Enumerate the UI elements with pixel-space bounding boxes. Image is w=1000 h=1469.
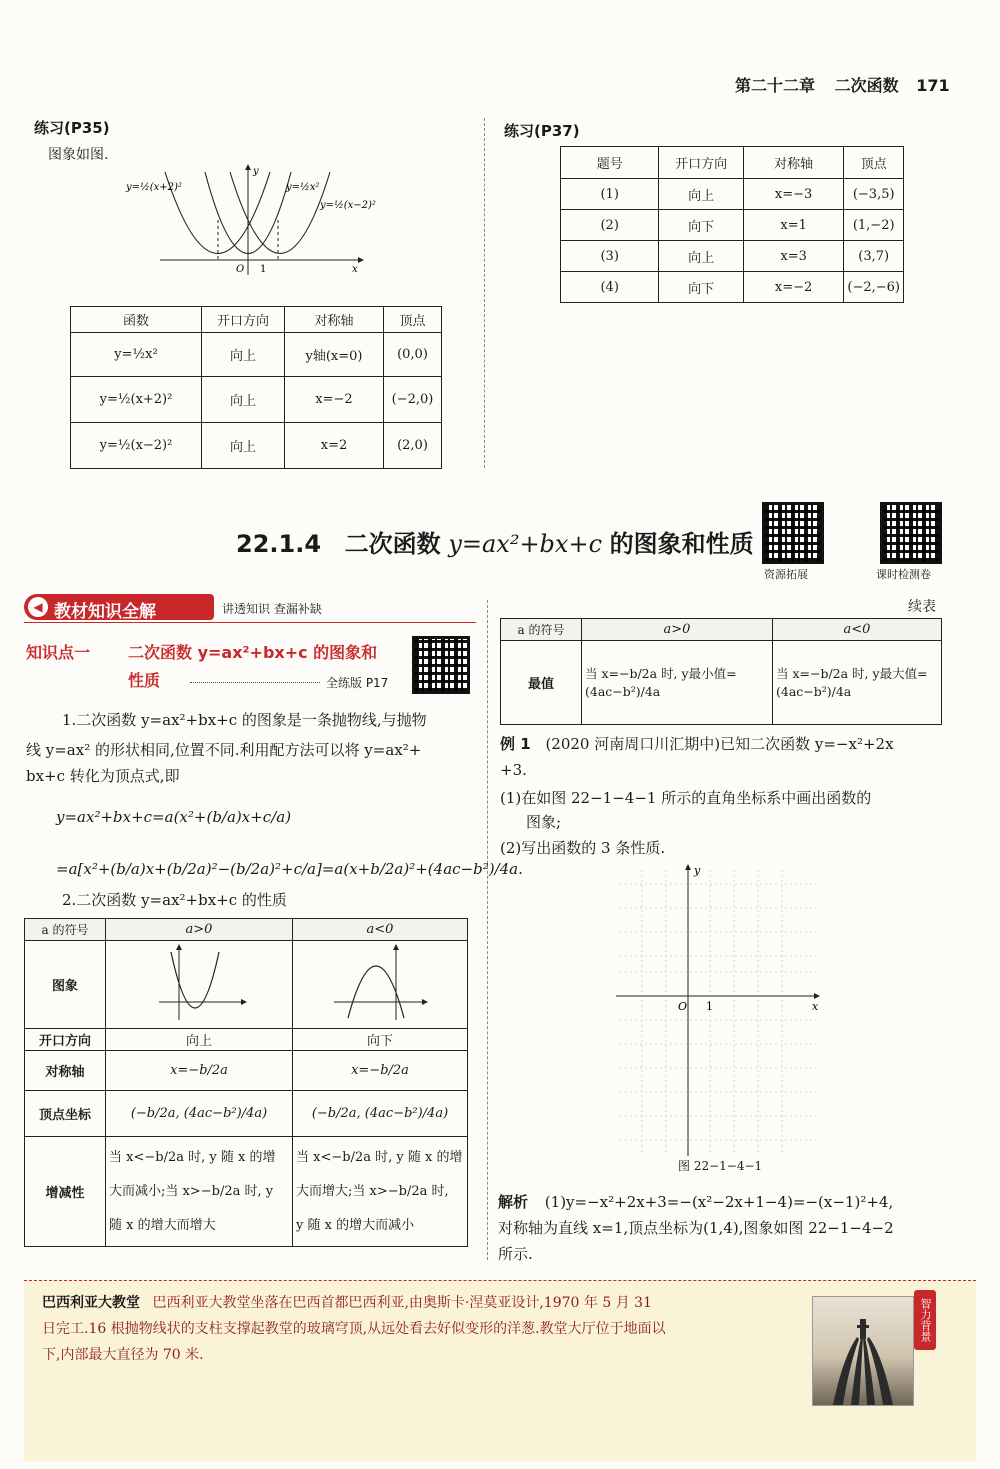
mono2-line-c: y 随 x 的增大而减小	[296, 1217, 415, 1233]
p37-th-1: 开口方向	[659, 147, 743, 179]
solution-text-1: (1)y=−x²+2x+3=−(x²−2x+1−4)=−(x−1)²+4,	[544, 1193, 894, 1211]
props-axis-2: x=−b/2a	[293, 1051, 468, 1091]
props-row-open: 开口方向	[25, 1029, 106, 1051]
p35-th-3: 顶点	[384, 307, 442, 333]
solution-line2: 对称轴为直线 x=1,顶点坐标为(1,4),图象如图 22−1−4−2	[498, 1219, 894, 1237]
qr-code-knowledge[interactable]	[412, 636, 470, 694]
upward-parabola	[149, 944, 249, 1022]
p35-note: 图象如图.	[48, 147, 109, 163]
cathedral-image	[812, 1296, 914, 1406]
qr-code-test[interactable]	[880, 502, 942, 564]
continued-table	[500, 618, 942, 725]
p37-cell: 向上	[659, 241, 743, 272]
p37-cell: (1,−2)	[844, 210, 904, 241]
section-title-suffix: 的图象和性质	[609, 530, 754, 558]
knowledge-point-title-2: 性质	[128, 671, 161, 690]
p37-th-3: 顶点	[844, 147, 904, 179]
props-open-2: 向下	[293, 1029, 468, 1051]
properties-table	[24, 918, 468, 1247]
grid-y-label: y	[694, 864, 701, 877]
example-line1	[500, 730, 894, 759]
p37-cell: 向下	[659, 210, 743, 241]
cont-max: 当 x=−b/2a 时, y最大值=(4ac−b²)/4a	[773, 641, 942, 725]
graph-origin: O	[236, 264, 245, 275]
example-line2: +3.	[500, 761, 527, 779]
example-q2: (2)写出函数的 3 条性质.	[500, 839, 666, 857]
p37-cell: (3)	[561, 241, 659, 272]
downward-parabola	[330, 944, 430, 1022]
example-label: 例 1	[500, 735, 531, 753]
footer-tag-text: 智力背景	[919, 1298, 932, 1342]
knowledge-para-2: 2.二次函数 y=ax²+bx+c 的性质	[62, 891, 287, 909]
practice-ref: 全练版 P17	[326, 676, 389, 690]
knowledge-para-line2: 线 y=ax² 的形状相同,位置不同.利用配方法可以将 y=ax²+	[26, 741, 422, 759]
p35-th-1: 开口方向	[202, 307, 285, 333]
props-row-vertex: 顶点坐标	[25, 1091, 106, 1137]
p37-cell: (1)	[561, 179, 659, 210]
grid-one: 1	[706, 1000, 713, 1013]
section-title-prefix: 二次函数	[344, 530, 441, 558]
footer-line3: 下,内部最大直径为 70 米.	[42, 1347, 204, 1363]
graph-ylabel: y	[253, 166, 259, 177]
p35-cell: y轴(x=0)	[285, 333, 384, 377]
qr-resource-label: 资源拓展	[764, 568, 808, 581]
p37-heading: 练习(P37)	[504, 122, 580, 140]
example-coordinate-grid	[612, 862, 828, 1158]
p37-cell: (3,7)	[844, 241, 904, 272]
knowledge-point-title: 二次函数 y=ax²+bx+c 的图象和	[128, 643, 378, 662]
props-graph-down	[293, 941, 468, 1029]
graph-xlabel: x	[352, 264, 358, 275]
example-text-1: (2020 河南周口川汇期中)已知二次函数 y=−x²+2x	[545, 735, 894, 753]
mono1-line-b: 大而减小;当 x>−b/2a 时, y	[109, 1183, 274, 1199]
solution-line3: 所示.	[498, 1245, 533, 1263]
cont-col1: a>0	[582, 619, 773, 641]
page-header	[735, 73, 950, 96]
dotted-leader	[190, 682, 320, 683]
graph-one: 1	[260, 264, 267, 275]
column-divider-top	[484, 118, 485, 468]
p37-cell: 向下	[659, 272, 743, 303]
p37-cell: 向上	[659, 179, 743, 210]
props-row-axis: 对称轴	[25, 1051, 106, 1091]
banner-tagline: 讲透知识 查漏补缺	[222, 602, 322, 616]
p37-cell: x=−3	[743, 179, 844, 210]
p37-th-2: 对称轴	[743, 147, 844, 179]
grid-x-label: x	[812, 1000, 819, 1013]
footer-line2: 日完工.16 根抛物线状的支柱支撑起教堂的玻璃穹顶,从远处看去好似变形的洋葱.教堂大厅位于地面以	[42, 1321, 666, 1337]
equation-1: y=ax²+bx+c=a(x²+(b/a)x+c/a)	[56, 808, 292, 826]
qr-code-resource[interactable]	[762, 502, 824, 564]
props-vertex-1: (−b/2a, (4ac−b²)/4a)	[106, 1091, 293, 1137]
graph-label-mid: y=½x²	[286, 182, 320, 193]
p37-cell: x=−2	[743, 272, 844, 303]
p37-cell: x=3	[743, 241, 844, 272]
footer-text-1: 巴西利亚大教堂坐落在巴西首都巴西利亚,由奥斯卡·涅莫亚设计,1970 年 5 月 31	[152, 1295, 652, 1311]
graph-label-left: y=½(x+2)²	[126, 182, 182, 193]
p35-cell: x=−2	[285, 377, 384, 423]
footer-line1	[42, 1290, 802, 1316]
cont-col2: a<0	[773, 619, 942, 641]
props-open-1: 向上	[106, 1029, 293, 1051]
p35-cell: (−2,0)	[384, 377, 442, 423]
column-divider-bottom	[487, 600, 488, 1260]
chapter-label: 第二十二章	[735, 76, 816, 95]
mono2-line-a: 当 x<−b/2a 时, y 随 x 的增	[296, 1149, 463, 1165]
p35-heading: 练习(P35)	[34, 119, 110, 137]
props-col1: a>0	[106, 919, 293, 941]
equation-2: =a[x²+(b/a)x+(b/2a)²−(b/2a)²+c/a]=a(x+b/2a)²+(4ac−b²)/4a.	[56, 860, 523, 878]
p35-cell: y=½(x−2)²	[71, 423, 202, 469]
p37-cell: (2)	[561, 210, 659, 241]
p37-table	[560, 146, 904, 303]
cont-row-extreme: 最值	[501, 641, 582, 725]
page-number: 171	[916, 76, 950, 95]
cont-min: 当 x=−b/2a 时, y最小值=(4ac−b²)/4a	[582, 641, 773, 725]
p35-cell: (0,0)	[384, 333, 442, 377]
p37-cell: (−3,5)	[844, 179, 904, 210]
p35-table	[70, 306, 442, 469]
props-graph-up	[106, 941, 293, 1029]
banner-title: 教材知识全解	[54, 602, 156, 622]
mono2-line-b: 大而增大;当 x>−b/2a 时,	[296, 1183, 449, 1199]
qr-test-label: 课时检测卷	[876, 568, 931, 581]
p35-cell: (2,0)	[384, 423, 442, 469]
p35-cell: 向上	[202, 423, 285, 469]
p35-parabola-graph	[120, 160, 380, 280]
p35-cell: y=½x²	[71, 333, 202, 377]
continued-label: 续表	[908, 599, 936, 615]
p37-th-0: 题号	[561, 147, 659, 179]
banner-underline	[24, 622, 476, 623]
mono1-line-a: 当 x<−b/2a 时, y 随 x 的增	[109, 1149, 276, 1165]
props-row-graph: 图象	[25, 941, 106, 1029]
p37-cell: (−2,−6)	[844, 272, 904, 303]
figure-caption: 图 22−1−4−1	[678, 1159, 763, 1173]
section-title	[236, 524, 754, 559]
p35-cell: y=½(x+2)²	[71, 377, 202, 423]
cathedral-silhouette	[813, 1297, 913, 1405]
p35-cell: 向上	[202, 377, 285, 423]
props-row-mono: 增减性	[25, 1137, 106, 1247]
example-q1a: (1)在如图 22−1−4−1 所示的直角坐标系中画出函数的	[500, 789, 872, 807]
p35-cell: x=2	[285, 423, 384, 469]
props-vertex-2: (−b/2a, (4ac−b²)/4a)	[293, 1091, 468, 1137]
props-mono-1	[106, 1137, 293, 1247]
mono1-line-c: 随 x 的增大而增大	[109, 1217, 216, 1233]
section-formula: y=ax²+bx+c	[448, 530, 603, 558]
solution-line1	[498, 1188, 893, 1217]
chapter-title: 二次函数	[834, 76, 899, 95]
footer-text	[42, 1290, 802, 1368]
p37-cell: x=1	[743, 210, 844, 241]
props-axis-1: x=−b/2a	[106, 1051, 293, 1091]
knowledge-para-line1: 1.二次函数 y=ax²+bx+c 的图象是一条抛物线,与抛物	[62, 711, 427, 729]
props-col0: a 的符号	[25, 919, 106, 941]
p35-th-2: 对称轴	[285, 307, 384, 333]
p35-th-0: 函数	[71, 307, 202, 333]
example-q1b: 图象;	[526, 813, 562, 831]
knowledge-point-label: 知识点一	[26, 643, 91, 662]
p35-cell: 向上	[202, 333, 285, 377]
section-number: 22.1.4	[236, 530, 322, 558]
p37-cell: (4)	[561, 272, 659, 303]
props-col2: a<0	[293, 919, 468, 941]
cont-col0: a 的符号	[501, 619, 582, 641]
footer-side-tag	[914, 1290, 936, 1350]
grid-origin: O	[678, 1000, 688, 1013]
solution-label: 解析	[498, 1193, 529, 1211]
graph-label-right: y=½(x−2)²	[320, 200, 376, 211]
knowledge-para-line3: bx+c 转化为顶点式,即	[26, 767, 180, 785]
props-mono-2	[293, 1137, 468, 1247]
speaker-icon: ◀	[28, 597, 48, 617]
footer-title: 巴西利亚大教堂	[42, 1295, 140, 1311]
